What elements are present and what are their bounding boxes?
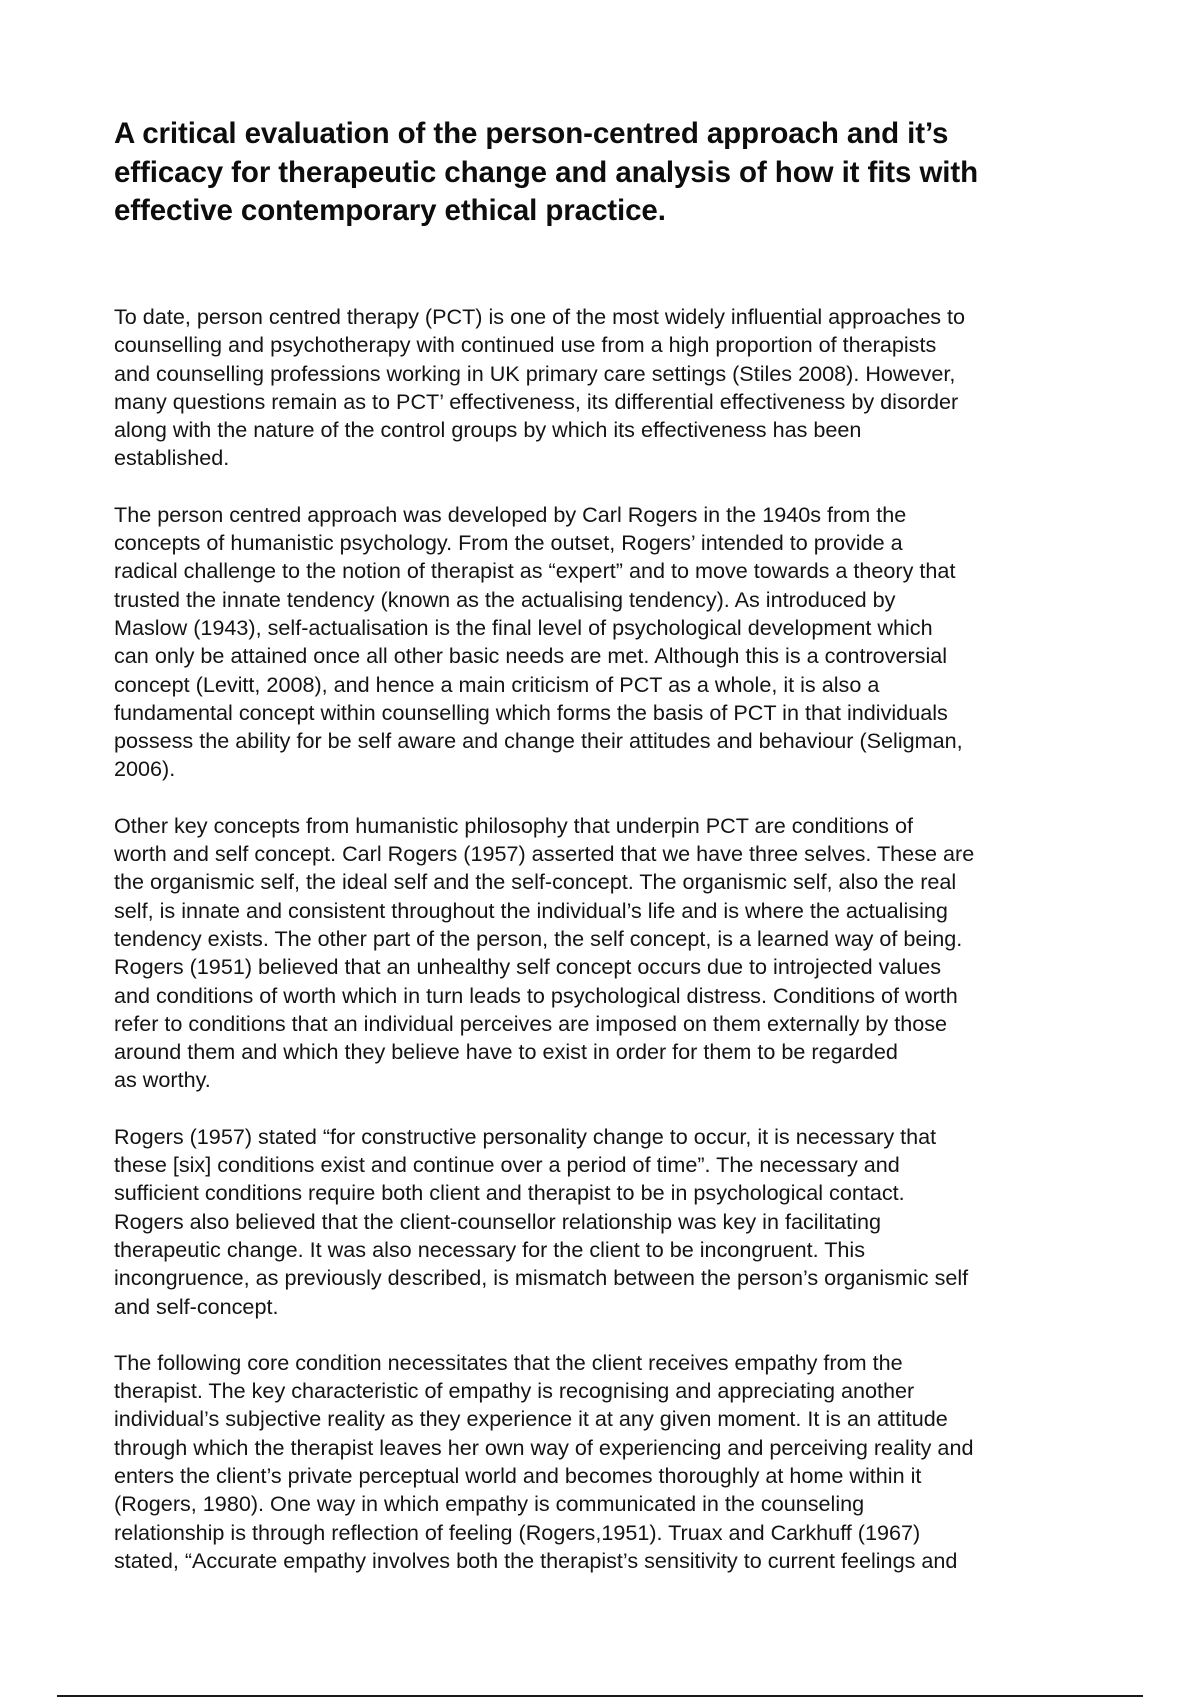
- title-line: efficacy for therapeutic change and analysis of how it fits with: [114, 155, 979, 189]
- text-line: relationship is through reflection of feeling (Rogers,1951). Truax and Carkhuff (1967): [114, 1519, 921, 1545]
- page-bottom-divider: [57, 1695, 1143, 1697]
- text-line: Rogers (1957) stated “for constructive personality change to occur, it is necessary that: [114, 1123, 937, 1149]
- text-line: refer to conditions that an individual perceives are imposed on them externally by those: [114, 1010, 948, 1036]
- text-line: worth and self concept. Carl Rogers (1957) asserted that we have three selves. These are: [114, 841, 975, 867]
- text-line: and conditions of worth which in turn leads to psychological distress. Conditions of worth: [114, 982, 958, 1008]
- text-line: The following core condition necessitates that the client receives empathy from the: [114, 1349, 903, 1375]
- text-line: tendency exists. The other part of the person, the self concept, is a learned way of being.: [114, 925, 963, 951]
- text-line: through which the therapist leaves her own way of experiencing and perceiving reality and: [114, 1434, 974, 1460]
- text-line: Maslow (1943), self-actualisation is the final level of psychological development which: [114, 614, 933, 640]
- paragraph-history: [114, 501, 1104, 784]
- text-line: as worthy.: [114, 1067, 211, 1093]
- text-line: and counselling professions working in UK primary care settings (Stiles 2008). However,: [114, 360, 956, 386]
- text-line: The person centred approach was developed by Carl Rogers in the 1940s from the: [114, 501, 907, 527]
- text-line: counselling and psychotherapy with continued use from a high proportion of therapists: [114, 332, 937, 358]
- text-line: self, is innate and consistent throughout the individual’s life and is where the actualising: [114, 897, 948, 923]
- text-line: enters the client’s private perceptual world and becomes thoroughly at home within it: [114, 1462, 922, 1488]
- page-title: [114, 115, 1104, 231]
- title-line: A critical evaluation of the person-centred approach and it’s: [114, 117, 949, 150]
- text-line: therapist. The key characteristic of empathy is recognising and appreciating another: [114, 1378, 915, 1404]
- text-line: these [six] conditions exist and continue over a period of time”. The necessary and: [114, 1152, 900, 1178]
- text-line: stated, “Accurate empathy involves both the therapist’s sensitivity to current feelings and: [114, 1547, 958, 1573]
- text-line: around them and which they believe have to exist in order for them to be regarded: [114, 1039, 898, 1065]
- text-line: and self-concept.: [114, 1293, 279, 1319]
- text-line: sufficient conditions require both client and therapist to be in psychological contact.: [114, 1180, 905, 1206]
- text-line: Rogers (1951) believed that an unhealthy self concept occurs due to introjected values: [114, 954, 942, 980]
- text-line: To date, person centred therapy (PCT) is one of the most widely influential approaches to: [114, 304, 966, 329]
- text-line: the organismic self, the ideal self and the self-concept. The organismic self, also the real: [114, 869, 957, 895]
- text-line: established.: [114, 445, 230, 471]
- paragraph-conditions: [114, 1123, 1104, 1321]
- text-line: concept (Levitt, 2008), and hence a main criticism of PCT as a whole, it is also a: [114, 671, 880, 697]
- text-line: many questions remain as to PCT’ effectiveness, its differential effectiveness by disorder: [114, 388, 959, 414]
- title-line: effective contemporary ethical practice.: [114, 194, 666, 227]
- text-line: concepts of humanistic psychology. From the outset, Rogers’ intended to provide a: [114, 530, 903, 556]
- text-line: Rogers also believed that the client-counsellor relationship was key in facilitating: [114, 1208, 881, 1234]
- text-line: individual’s subjective reality as they experience it at any given moment. It is an attitude: [114, 1406, 948, 1432]
- text-line: can only be attained once all other basic needs are met. Although this is a controversial: [114, 643, 948, 669]
- text-line: trusted the innate tendency (known as the actualising tendency). As introduced by: [114, 586, 896, 612]
- paragraph-introduction: [114, 303, 1104, 473]
- document-body: [114, 303, 1104, 1603]
- text-line: 2006).: [114, 756, 176, 782]
- text-line: incongruence, as previously described, is mismatch between the person’s organismic self: [114, 1265, 969, 1291]
- text-line: radical challenge to the notion of therapist as “expert” and to move towards a theory that: [114, 558, 956, 584]
- text-line: along with the nature of the control groups by which its effectiveness has been: [114, 417, 862, 443]
- paragraph-key-concepts: [114, 812, 1104, 1095]
- text-line: Other key concepts from humanistic philosophy that underpin PCT are conditions of: [114, 812, 913, 838]
- text-line: (Rogers, 1980). One way in which empathy is communicated in the counseling: [114, 1491, 865, 1517]
- text-line: fundamental concept within counselling which forms the basis of PCT in that individuals: [114, 699, 948, 725]
- text-line: possess the ability for be self aware and change their attitudes and behaviour (Seligman,: [114, 728, 963, 754]
- paragraph-empathy: [114, 1349, 1104, 1575]
- text-line: therapeutic change. It was also necessary for the client to be incongruent. This: [114, 1236, 866, 1262]
